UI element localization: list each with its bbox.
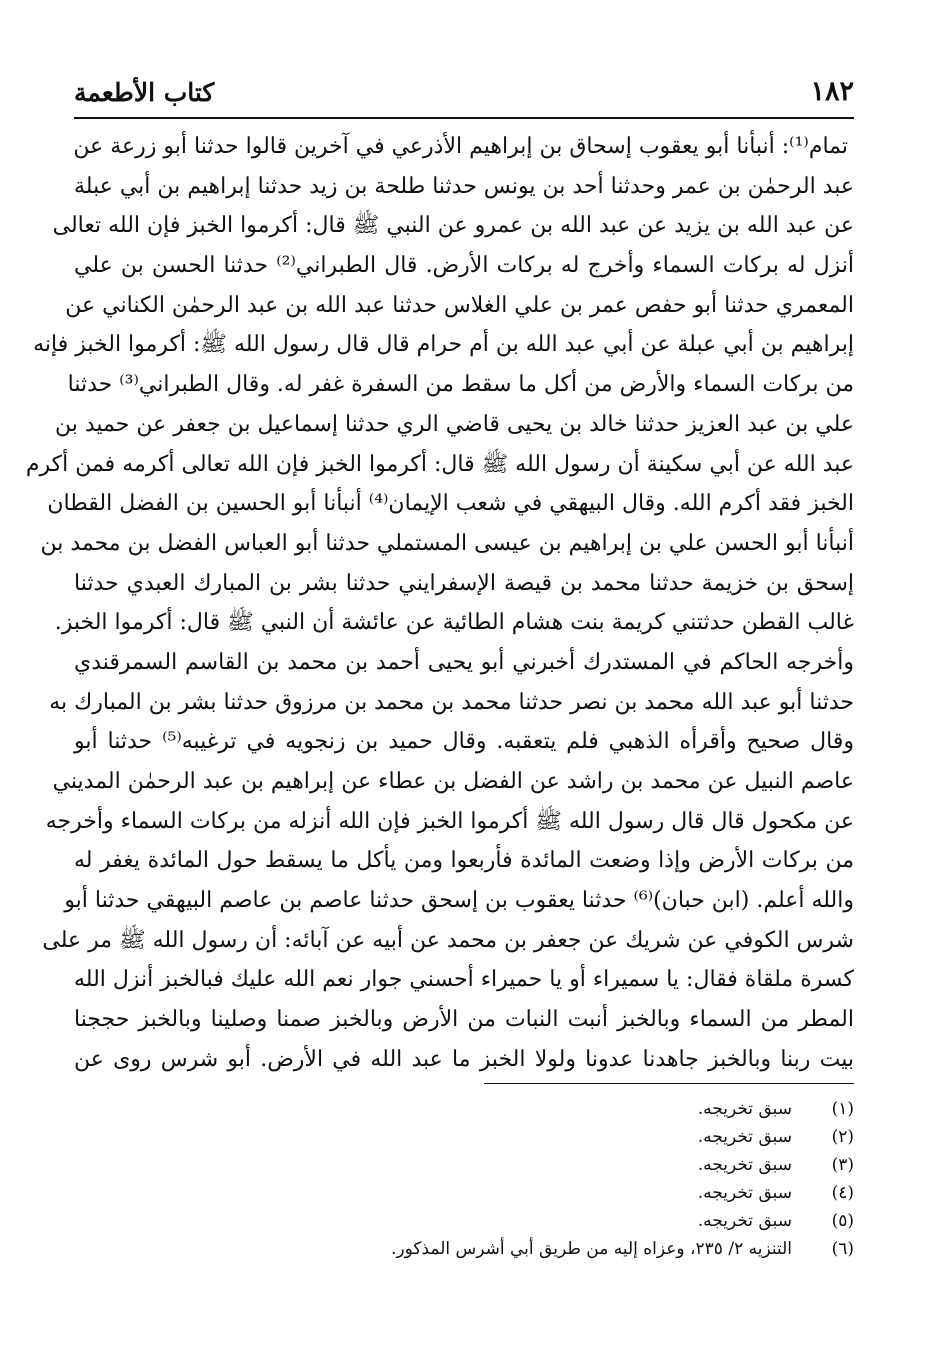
text-line: وقال صحيح وأقرأه الذهبي فلم يتعقبه. وقال حميد بن زنجويه في ترغيبه⁽⁵⁾ حدثنا أبو <box>74 729 854 755</box>
text-line: عن مكحول قال قال رسول الله ﷺ أكرموا الخبز فإن الله أنزله من بركات السماء وأخرجه <box>45 808 854 834</box>
text-line: إسحق بن خزيمة حدثنا محمد بن قيصة الإسفرايني حدثنا بشر بن المبارك العبدي حدثنا <box>74 570 854 596</box>
footnote-number: (١) <box>831 1099 854 1119</box>
text-line: بيت ربنا وبالخبز جاهدنا عدونا ولولا الخبز ما عبد الله في الأرض. أبو شرس روى عن <box>74 1046 854 1072</box>
text-line: إبراهيم بن أبي عبلة عن أبي عبد الله بن أم حرام قال قال رسول الله ﷺ: أكرموا الخبز فإنه <box>33 332 854 358</box>
text-line: حدثنا أبو عبد الله محمد بن نصر حدثنا محمد بن محمد بن مرزوق حدثنا بشر بن المبارك به <box>49 689 854 715</box>
footnote <box>74 1207 854 1235</box>
header-rule <box>74 117 854 119</box>
footnote <box>74 1235 854 1263</box>
footnote-separator <box>484 1083 854 1084</box>
footnote-text: سبق تخريجه. <box>697 1211 792 1231</box>
footnote-text: سبق تخريجه. <box>697 1127 792 1147</box>
footnotes <box>74 1095 854 1263</box>
text-line: من بركات الأرض وإذا وضعت المائدة فأربعوا ومن يأكل ما يسقط حول المائدة يغفر له <box>74 848 854 874</box>
footnote <box>74 1123 854 1151</box>
text-line: والله أعلم. (ابن حبان)⁽⁶⁾ حدثنا يعقوب بن إسحق حدثنا عاصم بن عاصم البيهقي حدثنا أبو <box>64 888 854 914</box>
text-line: عبد الرحمٰن بن عمر وحدثنا أحد بن يونس حدثنا طلحة بن زيد حدثنا إبراهيم بن أبي عبلة <box>74 173 854 199</box>
text-line: تمام⁽¹⁾: أنبأنا أبو يعقوب إسحاق بن إبراهيم الأذرعي في آخرين قالوا حدثنا أبو زرعة عن <box>73 134 848 159</box>
footnote-number: (٦) <box>831 1239 854 1259</box>
footnote-text: سبق تخريجه. <box>697 1099 792 1119</box>
text-line: شرس الكوفي عن شريك عن جعفر بن محمد عن أبيه عن آبائه: أن رسول الله ﷺ مر على <box>42 927 854 953</box>
footnote <box>74 1179 854 1207</box>
text-line: المطر من السماء وبالخبز أنبت النبات من الأرض وبالخبز صمنا وصلينا وبالخبز حججنا <box>74 1007 854 1033</box>
text-line: كسرة ملقاة فقال: يا سميراء أو يا حميراء أحسني جوار نعم الله عليك فبالخبز أنزل الله <box>74 967 854 993</box>
text-line: أنزل له بركات السماء وأخرج له بركات الأرض. قال الطبراني⁽²⁾ حدثنا الحسن بن علي <box>74 253 855 279</box>
text-line: المعمري حدثنا أبو حفص عمر بن علي الغلاس حدثنا عبد الله بن عبد الرحمٰن الكناني عن <box>65 292 854 318</box>
running-title: كتاب الأطعمة <box>74 78 215 107</box>
footnote <box>74 1151 854 1179</box>
text-line: عاصم النبيل عن محمد بن راشد عن الفضل بن عطاء عن إبراهيم بن عبد الرحمٰن المديني <box>52 769 854 794</box>
page-number: ١٨٢ <box>810 76 854 107</box>
text-line: وأخرجه الحاكم في المستدرك أخبرني أبو يحيى أحمد بن محمد بن القاسم السمرقندي <box>74 649 854 675</box>
footnote-text: التنزيه ٢/ ٢٣٥، وعزاه إليه من طريق أبي أشرس المذكور. <box>390 1239 792 1259</box>
text-line: عبد الله عن أبي سكينة أن رسول الله ﷺ قال: أكرموا الخبز فإن الله تعالى أكرمه فمن أكرم <box>25 451 854 477</box>
footnote-number: (٤) <box>831 1183 854 1203</box>
footnote <box>74 1095 854 1123</box>
text-line: علي بن عبد العزيز حدثنا خالد بن يحيى قاضي الري حدثنا إسماعيل بن جعفر عن حميد بن <box>54 411 854 437</box>
page-header <box>74 76 854 116</box>
main-text <box>25 127 855 1080</box>
footnote-text: سبق تخريجه. <box>697 1183 792 1203</box>
footnote-number: (٣) <box>831 1155 854 1175</box>
text-line: أنبأنا أبو الحسن علي بن إبراهيم بن عيسى المستملي حدثنا أبو العباس الفضل بن محمد بن <box>40 530 854 556</box>
footnote-number: (٢) <box>831 1127 854 1147</box>
text-line: غالب القطن حدثتني كريمة بنت هشام الطائية عن عائشة أن النبي ﷺ قال: أكرموا الخبز. <box>54 610 854 636</box>
footnote-number: (٥) <box>831 1211 854 1231</box>
text-line: من بركات السماء والأرض من أكل ما سقط من السفرة غفر له. وقال الطبراني⁽³⁾ حدثنا <box>67 372 854 398</box>
footnote-text: سبق تخريجه. <box>697 1155 792 1175</box>
text-line: عن عبد الله بن يزيد عن عبد الله بن عمرو عن النبي ﷺ قال: أكرموا الخبز فإن الله تعالى <box>52 213 854 239</box>
text-line: الخبز فقد أكرم الله. وقال البيهقي في شعب الإيمان⁽⁴⁾ أنبأنا أبو الحسين بن الفضل القطان <box>47 491 854 517</box>
